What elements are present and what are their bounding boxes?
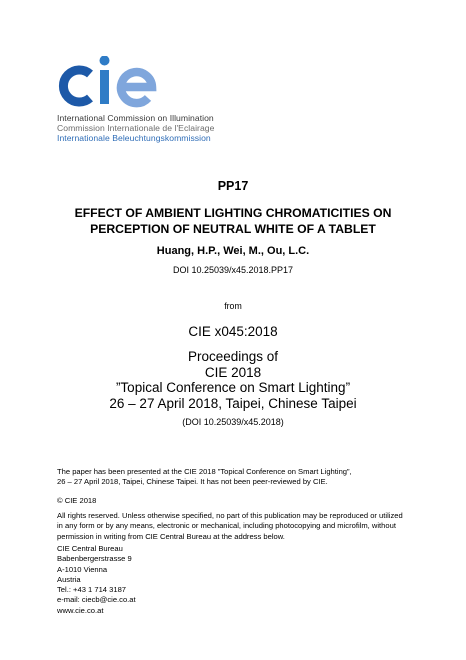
proceedings-line4: 26 – 27 April 2018, Taipei, Chinese Taipei bbox=[109, 395, 357, 411]
paper-title bbox=[0, 205, 466, 237]
address-line1: CIE Central Bureau bbox=[57, 544, 123, 553]
rights-line2: in any form or by any means, electronic or mechanical, including photocopying and microfilm, without bbox=[57, 521, 396, 531]
logo-letter-c bbox=[63, 70, 90, 102]
organization-names bbox=[57, 113, 214, 143]
org-name-english: International Commission on Illumination bbox=[57, 113, 214, 123]
notice-line1: The paper has been presented at the CIE 2018 ”Topical Conference on Smart Lighting”, bbox=[57, 467, 352, 476]
contact-address bbox=[57, 544, 417, 616]
org-name-german: Internationale Beleuchtungskommission bbox=[57, 133, 211, 143]
paper-authors: Huang, H.P., Wei, M., Ou, L.C. bbox=[156, 245, 310, 257]
proceedings-block bbox=[0, 349, 466, 411]
address-phone: Tel.: +43 1 714 3187 bbox=[57, 585, 127, 595]
notice-line2: 26 – 27 April 2018, Taipei, Chinese Taipei. It has not been peer-reviewed by CIE. bbox=[57, 477, 328, 487]
proceedings-line1: Proceedings of bbox=[187, 349, 279, 364]
rights-line1: All rights reserved. Unless otherwise specified, no part of this publication may be reproduced or utilized bbox=[57, 511, 403, 520]
cie-logo bbox=[56, 56, 256, 108]
copyright-line: © CIE 2018 bbox=[57, 496, 97, 505]
paper-title-line1: EFFECT OF AMBIENT LIGHTING CHROMATICITIES ON bbox=[74, 206, 392, 220]
address-line4: Austria bbox=[57, 574, 81, 584]
address-line2: Babenbergerstrasse 9 bbox=[57, 554, 132, 564]
address-website: www.cie.co.at bbox=[57, 605, 104, 615]
publication-doi: (DOI 10.25039/x45.2018) bbox=[182, 417, 284, 427]
proceedings-line2: CIE 2018 bbox=[204, 364, 262, 380]
paper-doi: DOI 10.25039/x45.2018.PP17 bbox=[172, 265, 294, 275]
address-email: e-mail: ciecb@cie.co.at bbox=[57, 595, 136, 605]
rights-statement bbox=[57, 511, 417, 542]
cie-logo-mark bbox=[56, 56, 176, 108]
proceedings-line3: ”Topical Conference on Smart Lighting” bbox=[115, 380, 351, 395]
publication-id: CIE x045:2018 bbox=[188, 324, 278, 339]
rights-line3: permission in writing from CIE Central Bureau at the address below. bbox=[57, 531, 285, 541]
from-label: from bbox=[224, 301, 242, 311]
paper-code: PP17 bbox=[217, 179, 249, 193]
org-name-french: Commission Internationale de l'Eclairage bbox=[57, 123, 215, 133]
logo-dot bbox=[100, 56, 110, 66]
presentation-notice bbox=[57, 467, 417, 488]
logo-letter-i bbox=[100, 70, 109, 104]
address-line3: A-1010 Vienna bbox=[57, 564, 108, 574]
paper-title-line2: PERCEPTION OF NEUTRAL WHITE OF A TABLET bbox=[90, 222, 376, 236]
logo-letter-e bbox=[121, 72, 152, 103]
